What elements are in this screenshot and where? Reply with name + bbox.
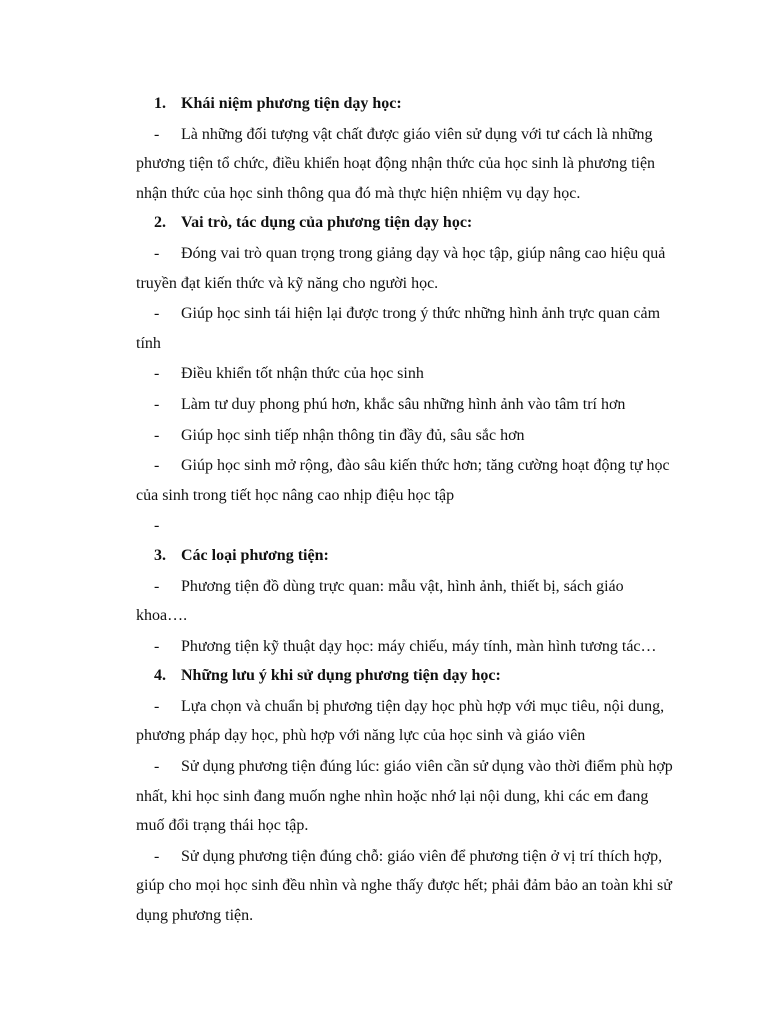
section-title: Vai trò, tác dụng của phương tiện dạy học: [181,214,473,232]
bullet-item [136,842,676,931]
bullet-dash: - [154,244,160,262]
bullet-text: Giúp học sinh tiếp nhận thông tin đầy đủ, sâu sắc hơn [181,426,525,444]
bullet-item [136,572,676,631]
bullet-dash: - [154,395,160,413]
bullet-text: Giúp học sinh mở rộng, đào sâu kiến thức hơn; tăng cường hoạt động tự học của sinh trong tiết học nâng cao nhịp điệu học tập [136,457,670,504]
bullet-dash: - [154,457,160,475]
bullet-dash: - [154,305,160,323]
bullet-text: Điều khiển tốt nhận thức của học sinh [181,365,424,383]
bullet-dash: - [154,125,160,143]
section-number: 2. [154,214,166,232]
bullet-item [136,421,676,451]
bullet-item [136,299,676,358]
bullet-dash: - [154,697,160,715]
section-heading [136,661,676,691]
bullet-item [136,451,676,510]
bullet-item [136,120,676,209]
section-heading [136,89,676,119]
section-number: 4. [154,667,166,685]
bullet-item [136,390,676,420]
section-number: 3. [154,546,166,564]
bullet-text: Sử dụng phương tiện đúng chỗ: giáo viên để phương tiện ở vị trí thích hợp, giúp cho mọi học sinh đều nhìn và nghe thấy được hết; phải đảm bảo an toàn khi sử dụng phương tiện. [136,847,672,925]
bullet-dash: - [154,758,160,776]
section-heading [136,541,676,571]
bullet-text: Là những đối tượng vật chất được giáo viên sử dụng với tư cách là những phương tiện tổ chức, điều khiển hoạt động nhận thức của học sinh là phương tiện nhận thức của học sinh thông qua đó mà thực hiện nhiệm vụ dạy học. [136,125,656,202]
section-heading [136,208,676,238]
bullet-dash: - [154,577,160,595]
bullet-dash: - [154,637,160,655]
bullet-text: Lựa chọn và chuẩn bị phương tiện dạy học phù hợp với mục tiêu, nội dung, phương pháp dạy học, phù hợp với năng lực của học sinh và giáo viên [136,697,665,745]
bullet-item [136,692,676,751]
bullet-item [136,752,676,841]
bullet-dash: - [154,365,160,383]
bullet-item [136,239,676,298]
bullet-text: Giúp học sinh tái hiện lại được trong ý thức những hình ảnh trực quan cảm tính [136,305,661,352]
bullet-text: Làm tư duy phong phú hơn, khắc sâu những hình ảnh vào tâm trí hơn [181,395,626,413]
section-title: Các loại phương tiện: [181,546,329,564]
document-body [136,89,676,931]
bullet-dash: - [154,426,160,444]
bullet-text: Đóng vai trò quan trọng trong giảng dạy và học tập, giúp nâng cao hiệu quả truyền đạt kiến thức và kỹ năng cho người học. [136,244,666,292]
bullet-text: Sử dụng phương tiện đúng lúc: giáo viên cần sử dụng vào thời điểm phù hợp nhất, khi học sinh đang muốn nghe nhìn hoặc nhớ lại nội dung, khi các em đang muố đổi trạng thái học tập. [136,758,673,835]
section-title: Những lưu ý khi sử dụng phương tiện dạy học: [181,667,501,685]
bullet-dash: - [154,847,160,865]
bullet-item [136,632,676,662]
empty-bullet: - [154,517,160,535]
bullet-text: Phương tiện kỹ thuật dạy học: máy chiếu, máy tính, màn hình tương tác… [181,637,657,655]
section-number: 1. [154,95,166,112]
bullet-text: Phương tiện đồ dùng trực quan: mẫu vật, hình ảnh, thiết bị, sách giáo khoa…. [136,577,624,625]
section-title: Khái niệm phương tiện dạy học: [181,95,402,112]
bullet-item [136,359,676,389]
